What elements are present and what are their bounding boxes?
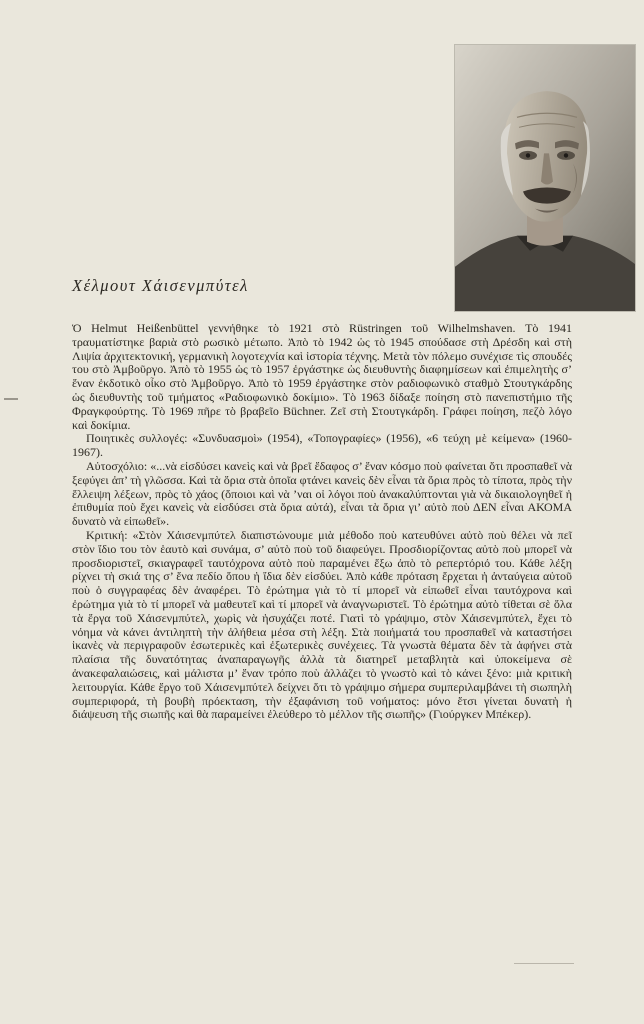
paragraph-collections: Ποιητικὲς συλλογές: «Συνδυασμοὶ» (1954), «Τοπογραφίες» (1956), «6 τεύχη μὲ κείμενα» (1960-1967). xyxy=(72,431,572,460)
paragraph-self-comment: Αὐτοσχόλιο: «...νὰ εἰσδύσει κανεὶς καὶ νὰ βρεῖ ἔδαφος σ’ ἕναν κόσμο ποὺ φαίνεται ὅτι προσπαθεῖ νὰ ξεφύγει ἀπ’ τὴ γλῶσσα. Καὶ τὰ ὅρια στὰ ὁποῖα φτάνει κανεὶς δὲν εἶναι τὰ ὅρια πρὸς τὸ τίποτα, πρὸς τὴν ἔλλειψη λέξεων, πρὸς τὸ χάος (ὅποιοι καὶ νὰ ’ναι οἱ λόγοι ποὺ ἀνακαλύπτονται γιὰ νὰ δικαιολογηθεῖ ἡ ἐπιθυμία ποὺ ἔχει κανεὶς νὰ εἰσδύσει στὰ ὅρια αὐτά), εἶναι τὰ ὅρια γι’ αὐτὸ ποὺ ΔΕΝ εἶναι ΑΚΟΜΑ δυνατὸ νὰ εἰπωθεῖ». xyxy=(72,458,572,529)
paragraph-biography: Ὁ Helmut Heißenbüttel γεννήθηκε τὸ 1921 στὸ Rüstringen τοῦ Wilhelmshaven. Τὸ 1941 τραυματίστηκε βαριὰ στὸ ρωσικὸ μέτωπο. Ἀπὸ τὸ 1942 ὡς τὸ 1945 σπούδασε στὴ Δρέσδη καὶ στὴ Λιψία ἀρχιτεκτονική, γερμανικὴ λογοτεχνία καὶ ἱστορία τέχνης. Μετὰ τὸν πόλεμο συνέχισε τὶς σπουδές του στὸ Ἀμβοῦργο. Ἀπὸ τὸ 1955 ὡς τὸ 1957 ἐργάστηκε ὡς διευθυντὴς διαφημίσεων καὶ ἐπιμελητὴς σ’ ἕναν ἐκδοτικὸ οἶκο στὸ Ἀμβοῦργο. Ἀπὸ τὸ 1959 ἐργάστηκε στὸν ραδιοφωνικὸ σταθμὸ Στουτγκάρδης ὡς διευθυντὴς τοῦ τμήματος «Ραδιοφωνικὸ δοκίμιο». Τὸ 1963 δίδαξε ποίηση στὸ πανεπιστήμιο τῆς Φραγκφούρτης. Τὸ 1969 πῆρε τὸ βραβεῖο Büchner. Ζεῖ στὴ Στουτγκάρδη. Γράφει ποίηση, πεζὸ λόγο καὶ δοκίμια. xyxy=(72,321,572,432)
paragraph-criticism: Κριτική: «Στὸν Χάισενμπύτελ διαπιστώνουμε μιὰ μέθοδο ποὺ κατευθύνει αὐτὸ ποὺ θέλει νὰ πεῖ στὸν ἴδιο του τὸν ἑαυτὸ καὶ συνάμα, σ’ αὐτὸ ποὺ τοῦ διαφεύγει. Προσδιορίζοντας αὐτὸ ποὺ μπορεῖ νὰ προσδιοριστεῖ, σκιαγραφεῖ ταυτόχρονα αὐτὸ ποὺ παραμένει ἔξω ἀπὸ τὸ ρεπερτόριό του. Κάθε λέξη ρίχνει τὴ σκιά της σ’ ἕνα πεδίο ὅπου ἡ ἴδια δὲν εἰσδύει. Ἀπὸ κάθε πρόταση ἔρχεται ἡ ἀνταύγεια αὐτοῦ ποὺ ὁ συγγραφέας δὲν ἀναφέρει. Τὸ ἐρώτημα γιὰ τὸ τί μπορεῖ νὰ εἰπωθεῖ εἶναι ταυτόχρονα καὶ ἐρώτημα γιὰ τὸ τί μπορεῖ νὰ μαθευτεῖ καὶ τί μπορεῖ νὰ ἀναγνωριστεῖ. Τὸ ἐρώτημα αὐτὸ τίθεται σὲ ὅλα τὰ ἔργα τοῦ Χάισενμπύτελ, χωρὶς νὰ ἡσυχάζει ποτέ. Γιατὶ τὸ γράψιμο, στὸν Χάισενμπύτελ, ἔχει τὸ νόημα νὰ κάνει ἀντιληπτὴ τὴν ἀλήθεια μέσα στὴ λέξη. Στὰ ποιήματά του προσπαθεῖ νὰ καταστήσει ἱκανὲς νὰ περιγραφοῦν ἐσωτερικὲς καὶ ἐξωτερικὲς συνέχειες. Τὰ γνωστὰ θέματα δὲν τὰ ἀφήνει στὰ πλαίσια τῆς δυνατότητας ἀναπαραγωγῆς ἀλλὰ τὰ διατηρεῖ μεταβλητὰ καὶ ὑποκείμενα σὲ ἀνακεφαλαιώσεις, καὶ μάλιστα μ’ ἕναν τρόπο ποὺ ἀλλάζει τὸ γνωστὸ καὶ τὸ κάνει ξένο: μιὰ κριτικὴ λειτουργία. Κάθε ἔργο τοῦ Χάισενμπύτελ δείχνει ὅτι τὸ γράψιμο σήμερα συμπεριλαμβάνει τὴ σιωπηλὴ συμπεριφορά, τὴ βουβὴ πρόεκταση, τὴν ἐξαφάνιση τοῦ νοήματος: μόνο ἔτσι γίνεται δυνατὴ ἡ διάψευση τῆς σιωπῆς καὶ θὰ παραμείνει ἐλεύθερο τὸ μέλλον τῆς σιωπῆς» (Γιούργκεν Μπέκερ). xyxy=(72,527,572,722)
page-title: Χέλμουτ Χάισενμπύτελ xyxy=(72,276,249,295)
portrait-photo xyxy=(455,45,635,311)
portrait-illustration xyxy=(455,45,635,311)
scan-artifact-bottom xyxy=(514,963,574,964)
scan-artifact-left xyxy=(4,398,18,400)
body-text xyxy=(72,322,572,722)
